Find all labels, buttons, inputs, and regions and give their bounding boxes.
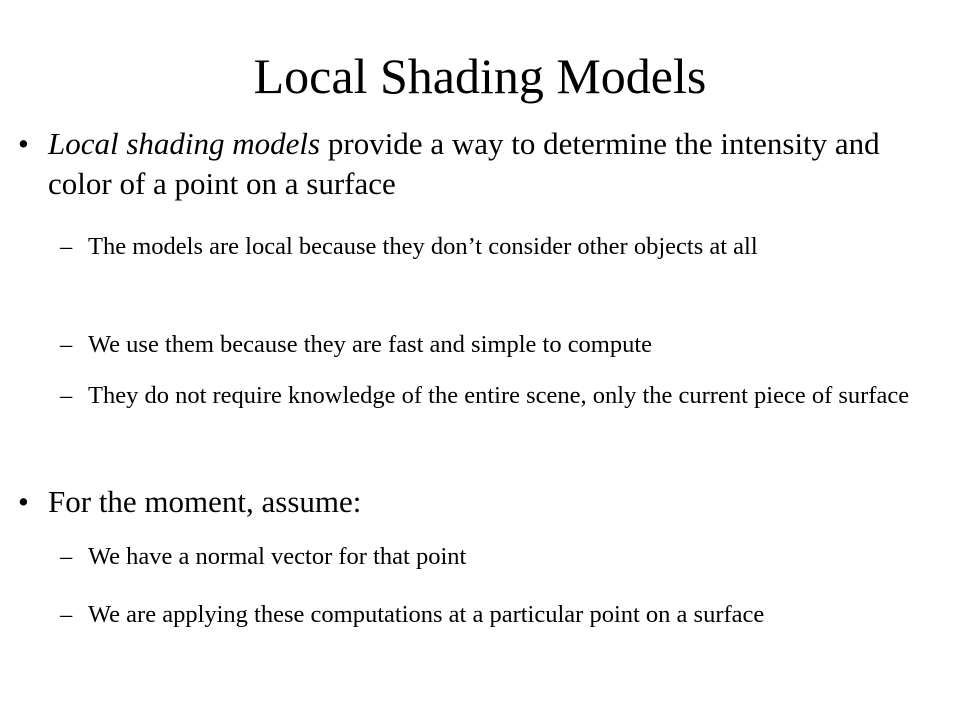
bullet-italic-lead: Local shading models [48,126,321,161]
dash-marker: – [60,233,73,260]
bullet-marker: • [18,484,29,519]
bullet-text [48,124,928,204]
sub-bullet-item [60,599,950,663]
sub-bullet-text: We use them because they are fast and simple to compute [88,331,653,358]
sub-bullet-text: They do not require knowledge of the entire scene, only the current piece of surface [88,382,910,409]
bullet-item [18,482,948,522]
slide-title: Local Shading Models [253,48,707,104]
dash-marker: – [60,382,73,409]
bullet-item [18,124,948,204]
dash-marker: – [60,331,73,358]
bullet-body: provide a way to determine the intensity and color of a point on a surface [48,126,880,201]
dash-marker: – [60,601,73,628]
sub-bullet-item [60,329,950,361]
bullet-marker: • [18,126,29,161]
bullet-text: For the moment, assume: [48,484,362,519]
sub-bullet-text: The models are local because they don’t consider other objects at all [88,233,758,260]
sub-bullet-text: We are applying these computations at a particular point on a surface [88,601,765,628]
sub-bullet-item [60,380,950,444]
sub-bullet-item [60,541,950,573]
sub-bullet-text: We have a normal vector for that point [88,543,467,570]
dash-marker: – [60,543,73,570]
sub-bullet-item [60,231,950,295]
